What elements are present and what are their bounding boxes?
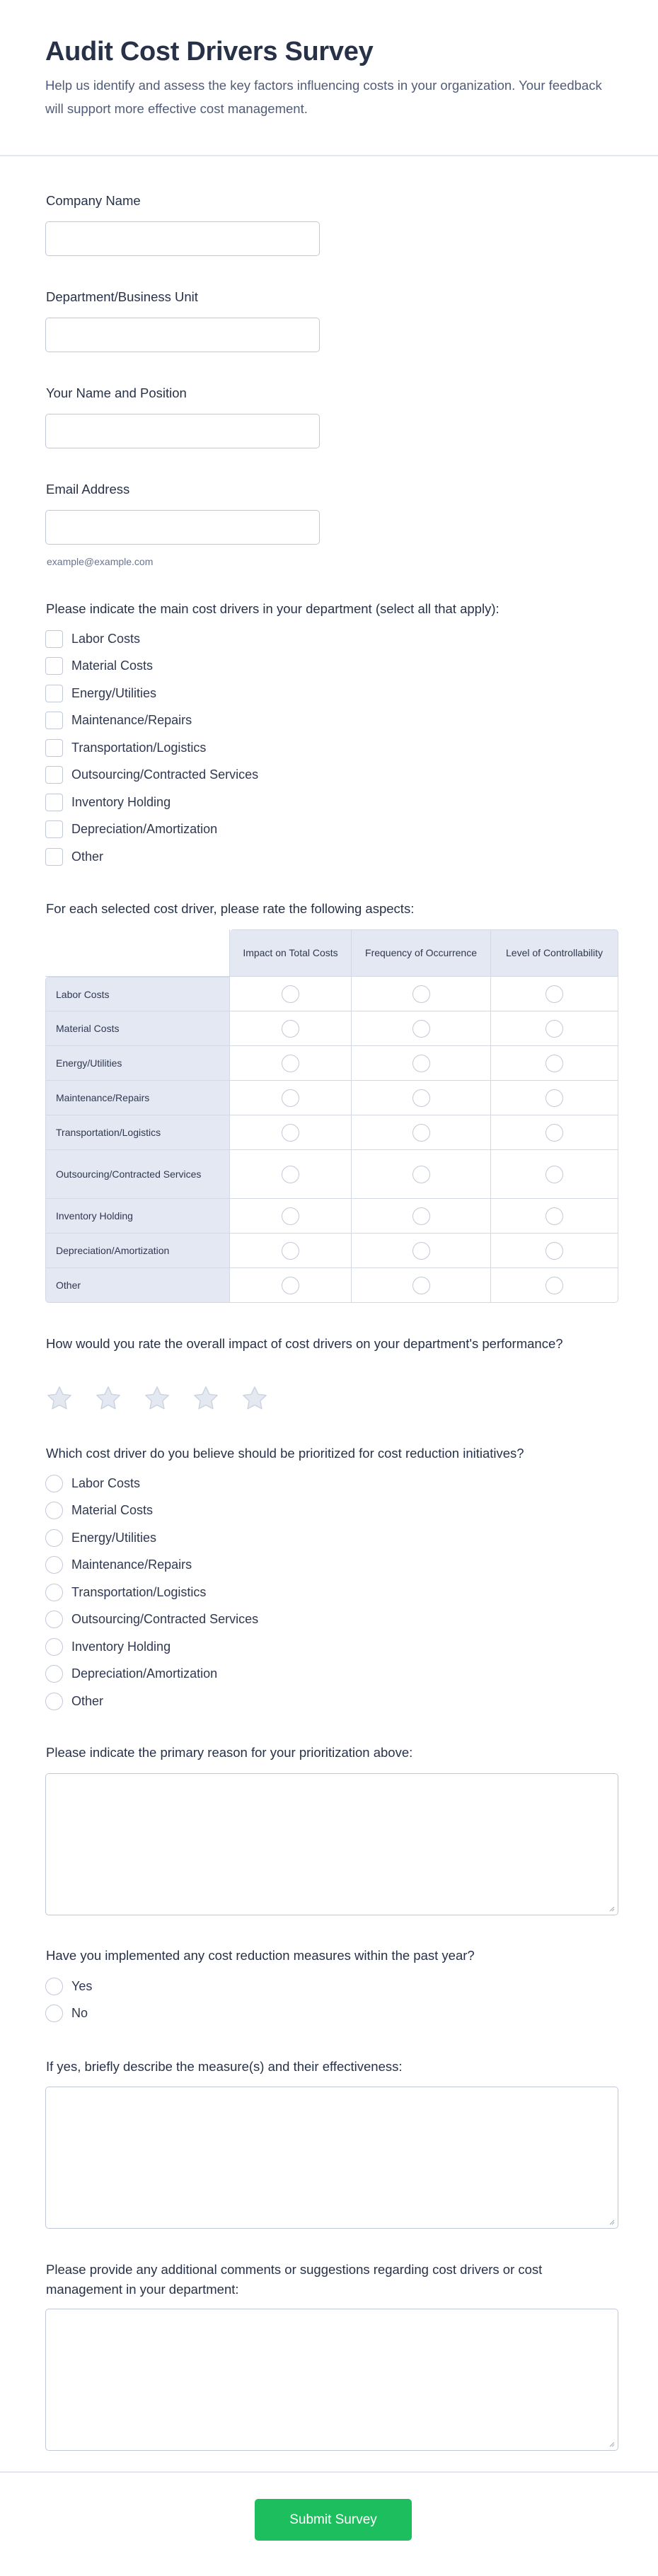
matrix-radio[interactable] (282, 1020, 299, 1038)
priority-radio-option[interactable] (45, 1688, 258, 1715)
matrix-cell (491, 1011, 618, 1046)
cost-driver-rating-matrix (45, 929, 618, 1303)
cost-driver-checkbox-option[interactable] (45, 625, 258, 653)
matrix-cell (352, 1081, 491, 1115)
matrix-row (45, 1115, 618, 1150)
email-hint: example@example.com (47, 556, 154, 567)
matrix-cell (352, 1150, 491, 1199)
priority-radio-option[interactable] (45, 1606, 258, 1634)
star-rating (45, 1385, 289, 1412)
cost-driver-checkbox-option[interactable] (45, 707, 258, 735)
resize-handle-icon[interactable] (609, 2442, 615, 2447)
radio-button[interactable] (45, 1556, 63, 1574)
radio-button[interactable] (45, 1502, 63, 1519)
rating-question: How would you rate the overall impact of cost drivers on your department's performance? (46, 1336, 563, 1351)
matrix-cell (230, 1011, 352, 1046)
matrix-row-label: Inventory Holding (45, 1199, 230, 1234)
checkbox-label: Labor Costs (71, 631, 141, 646)
priority-question: Which cost driver do you believe should be prioritized for cost reduction initiatives? (46, 1446, 524, 1461)
matrix-cell (491, 1150, 618, 1199)
matrix-question: For each selected cost driver, please rate the following aspects: (46, 901, 415, 916)
matrix-row-label: Labor Costs (45, 977, 230, 1011)
matrix-cell (230, 1115, 352, 1150)
priority-radio-option[interactable] (45, 1633, 258, 1661)
matrix-radio[interactable] (282, 1277, 299, 1294)
radio-label: Maintenance/Repairs (71, 1557, 192, 1572)
checkbox[interactable] (45, 630, 63, 648)
priority-radio-option[interactable] (45, 1470, 258, 1497)
radio-label: Outsourcing/Contracted Services (71, 1612, 259, 1627)
matrix-radio[interactable] (412, 985, 430, 1003)
resize-handle-icon[interactable] (609, 1906, 615, 1912)
matrix-row-label: Material Costs (45, 1011, 230, 1046)
form-header (0, 0, 658, 156)
cost-driver-checkbox-option[interactable] (45, 789, 258, 816)
checkbox[interactable] (45, 820, 63, 838)
matrix-radio[interactable] (546, 1277, 563, 1294)
radio-button[interactable] (45, 1475, 63, 1492)
matrix-radio[interactable] (412, 1242, 430, 1260)
matrix-row-label: Depreciation/Amortization (45, 1234, 230, 1268)
radio-button[interactable] (45, 1665, 63, 1683)
checkbox-label: Depreciation/Amortization (71, 822, 218, 837)
matrix-cell (352, 1234, 491, 1268)
matrix-cell (230, 977, 352, 1011)
radio-label: Labor Costs (71, 1475, 141, 1490)
matrix-radio[interactable] (546, 1055, 563, 1072)
matrix-cell (352, 1011, 491, 1046)
matrix-radio[interactable] (282, 1207, 299, 1225)
matrix-cell (230, 1199, 352, 1234)
matrix-row-label: Other (45, 1268, 230, 1303)
matrix-cell (491, 1199, 618, 1234)
radio-label: Transportation/Logistics (71, 1584, 207, 1599)
matrix-radio[interactable] (282, 985, 299, 1003)
checkbox[interactable] (45, 739, 63, 757)
cost-driver-checkbox-option[interactable] (45, 680, 258, 707)
email-label: Email Address (46, 482, 130, 497)
matrix-cell (491, 1081, 618, 1115)
matrix-corner (45, 929, 230, 977)
radio-label: Material Costs (71, 1503, 154, 1518)
matrix-radio[interactable] (412, 1277, 430, 1294)
priority-radio-group (45, 1470, 258, 1715)
matrix-row (45, 1199, 618, 1234)
matrix-radio[interactable] (412, 1020, 430, 1038)
reason-textarea[interactable] (45, 1773, 618, 1915)
matrix-cell (230, 1150, 352, 1199)
matrix-row-label: Transportation/Logistics (45, 1115, 230, 1150)
radio-button[interactable] (45, 1529, 63, 1547)
star-icon[interactable] (45, 1385, 74, 1412)
checkbox-label: Other (71, 849, 104, 864)
checkbox[interactable] (45, 794, 63, 811)
submit-survey-button[interactable]: Submit Survey (255, 2499, 412, 2541)
page-title: Audit Cost Drivers Survey (45, 37, 374, 66)
department-input[interactable] (45, 318, 320, 352)
radio-button[interactable] (45, 2004, 63, 2022)
company-name-label: Company Name (46, 193, 141, 208)
matrix-cell (230, 1046, 352, 1081)
measures-textarea[interactable] (45, 2087, 618, 2229)
radio-button[interactable] (45, 1638, 63, 1656)
resize-handle-icon[interactable] (609, 2220, 615, 2225)
matrix-row-label: Outsourcing/Contracted Services (45, 1150, 230, 1199)
checkbox-label: Transportation/Logistics (71, 740, 207, 755)
matrix-row (45, 1234, 618, 1268)
company-name-input[interactable] (45, 221, 320, 256)
cost-driver-checkbox-option[interactable] (45, 653, 258, 680)
footer-divider (0, 2471, 658, 2473)
name-position-label: Your Name and Position (46, 385, 187, 400)
cost-driver-checkbox-option[interactable] (45, 816, 258, 844)
name-position-input[interactable] (45, 414, 320, 448)
radio-label: Depreciation/Amortization (71, 1666, 218, 1681)
matrix-radio[interactable] (282, 1242, 299, 1260)
matrix-column-header: Level of Controllability (491, 929, 618, 977)
matrix-cell (352, 1046, 491, 1081)
priority-radio-option[interactable] (45, 1552, 258, 1579)
radio-button[interactable] (45, 1584, 63, 1601)
checkbox[interactable] (45, 766, 63, 784)
matrix-cell (491, 1115, 618, 1150)
matrix-radio[interactable] (412, 1207, 430, 1225)
checkbox[interactable] (45, 685, 63, 702)
comments-question: Please provide any additional comments or suggestions regarding cost drivers or cost management in your department: (46, 2262, 543, 2297)
checkbox[interactable] (45, 712, 63, 729)
cost-drivers-checkbox-group (45, 625, 258, 871)
matrix-column-header: Impact on Total Costs (230, 929, 352, 977)
matrix-cell (230, 1234, 352, 1268)
matrix-cell (352, 1268, 491, 1303)
priority-radio-option[interactable] (45, 1524, 258, 1552)
priority-radio-option[interactable] (45, 1579, 258, 1606)
cost-driver-checkbox-option[interactable] (45, 843, 258, 871)
page-description: Help us identify and assess the key factors influencing costs in your organization. Your feedback will support more effective cost management. (45, 78, 602, 116)
matrix-radio[interactable] (546, 1207, 563, 1225)
matrix-radio[interactable] (546, 1020, 563, 1038)
priority-radio-option[interactable] (45, 1661, 258, 1688)
matrix-radio[interactable] (546, 1089, 563, 1107)
radio-label: Yes (71, 1978, 93, 1993)
star-icon[interactable] (192, 1385, 220, 1412)
matrix-radio[interactable] (412, 1124, 430, 1142)
radio-button[interactable] (45, 1611, 63, 1628)
matrix-radio[interactable] (412, 1166, 430, 1183)
implemented-radio-option[interactable] (45, 2000, 92, 2028)
matrix-column-header: Frequency of Occurrence (352, 929, 491, 977)
matrix-cell (230, 1268, 352, 1303)
cost-drivers-question: Please indicate the main cost drivers in your department (select all that apply): (46, 601, 500, 616)
matrix-row-label: Energy/Utilities (45, 1046, 230, 1081)
matrix-radio[interactable] (412, 1055, 430, 1072)
checkbox-label: Maintenance/Repairs (71, 713, 192, 728)
radio-label: Other (71, 1693, 104, 1708)
matrix-row (45, 977, 618, 1011)
matrix-cell (352, 1199, 491, 1234)
star-icon[interactable] (94, 1385, 122, 1412)
comments-textarea[interactable] (45, 2309, 618, 2451)
matrix-radio[interactable] (282, 1124, 299, 1142)
matrix-cell (491, 977, 618, 1011)
implemented-question: Have you implemented any cost reduction measures within the past year? (46, 1948, 475, 1963)
cost-driver-checkbox-option[interactable] (45, 734, 258, 762)
matrix-row (45, 1046, 618, 1081)
matrix-radio[interactable] (282, 1055, 299, 1072)
star-icon[interactable] (241, 1385, 269, 1412)
matrix-row (45, 1268, 618, 1303)
matrix-radio[interactable] (546, 1242, 563, 1260)
matrix-radio[interactable] (546, 985, 563, 1003)
matrix-radio[interactable] (546, 1124, 563, 1142)
measures-question: If yes, briefly describe the measure(s) and their effectiveness: (46, 2059, 403, 2074)
checkbox-label: Energy/Utilities (71, 685, 157, 700)
matrix-radio[interactable] (546, 1166, 563, 1183)
implemented-radio-option[interactable] (45, 1973, 92, 2000)
radio-button[interactable] (45, 1693, 63, 1710)
implemented-radio-group (45, 1973, 92, 2027)
matrix-cell (491, 1268, 618, 1303)
matrix-row (45, 1150, 618, 1199)
radio-label: Energy/Utilities (71, 1530, 157, 1545)
checkbox[interactable] (45, 657, 63, 675)
radio-button[interactable] (45, 1978, 63, 1995)
star-icon[interactable] (143, 1385, 171, 1412)
matrix-radio[interactable] (282, 1089, 299, 1107)
matrix-cell (352, 977, 491, 1011)
radio-label: No (71, 2006, 88, 2021)
matrix-row-label: Maintenance/Repairs (45, 1081, 230, 1115)
matrix-cell (491, 1046, 618, 1081)
matrix-radio[interactable] (282, 1166, 299, 1183)
checkbox-label: Outsourcing/Contracted Services (71, 767, 259, 782)
reason-question: Please indicate the primary reason for your prioritization above: (46, 1745, 413, 1760)
matrix-row (45, 1081, 618, 1115)
checkbox-label: Material Costs (71, 658, 154, 673)
checkbox-label: Inventory Holding (71, 794, 171, 809)
matrix-cell (491, 1234, 618, 1268)
matrix-cell (230, 1081, 352, 1115)
cost-driver-checkbox-option[interactable] (45, 762, 258, 789)
radio-label: Inventory Holding (71, 1639, 171, 1654)
email-input[interactable] (45, 510, 320, 545)
matrix-row (45, 1011, 618, 1046)
checkbox[interactable] (45, 848, 63, 866)
matrix-radio[interactable] (412, 1089, 430, 1107)
priority-radio-option[interactable] (45, 1497, 258, 1525)
matrix-cell (352, 1115, 491, 1150)
department-label: Department/Business Unit (46, 289, 198, 304)
